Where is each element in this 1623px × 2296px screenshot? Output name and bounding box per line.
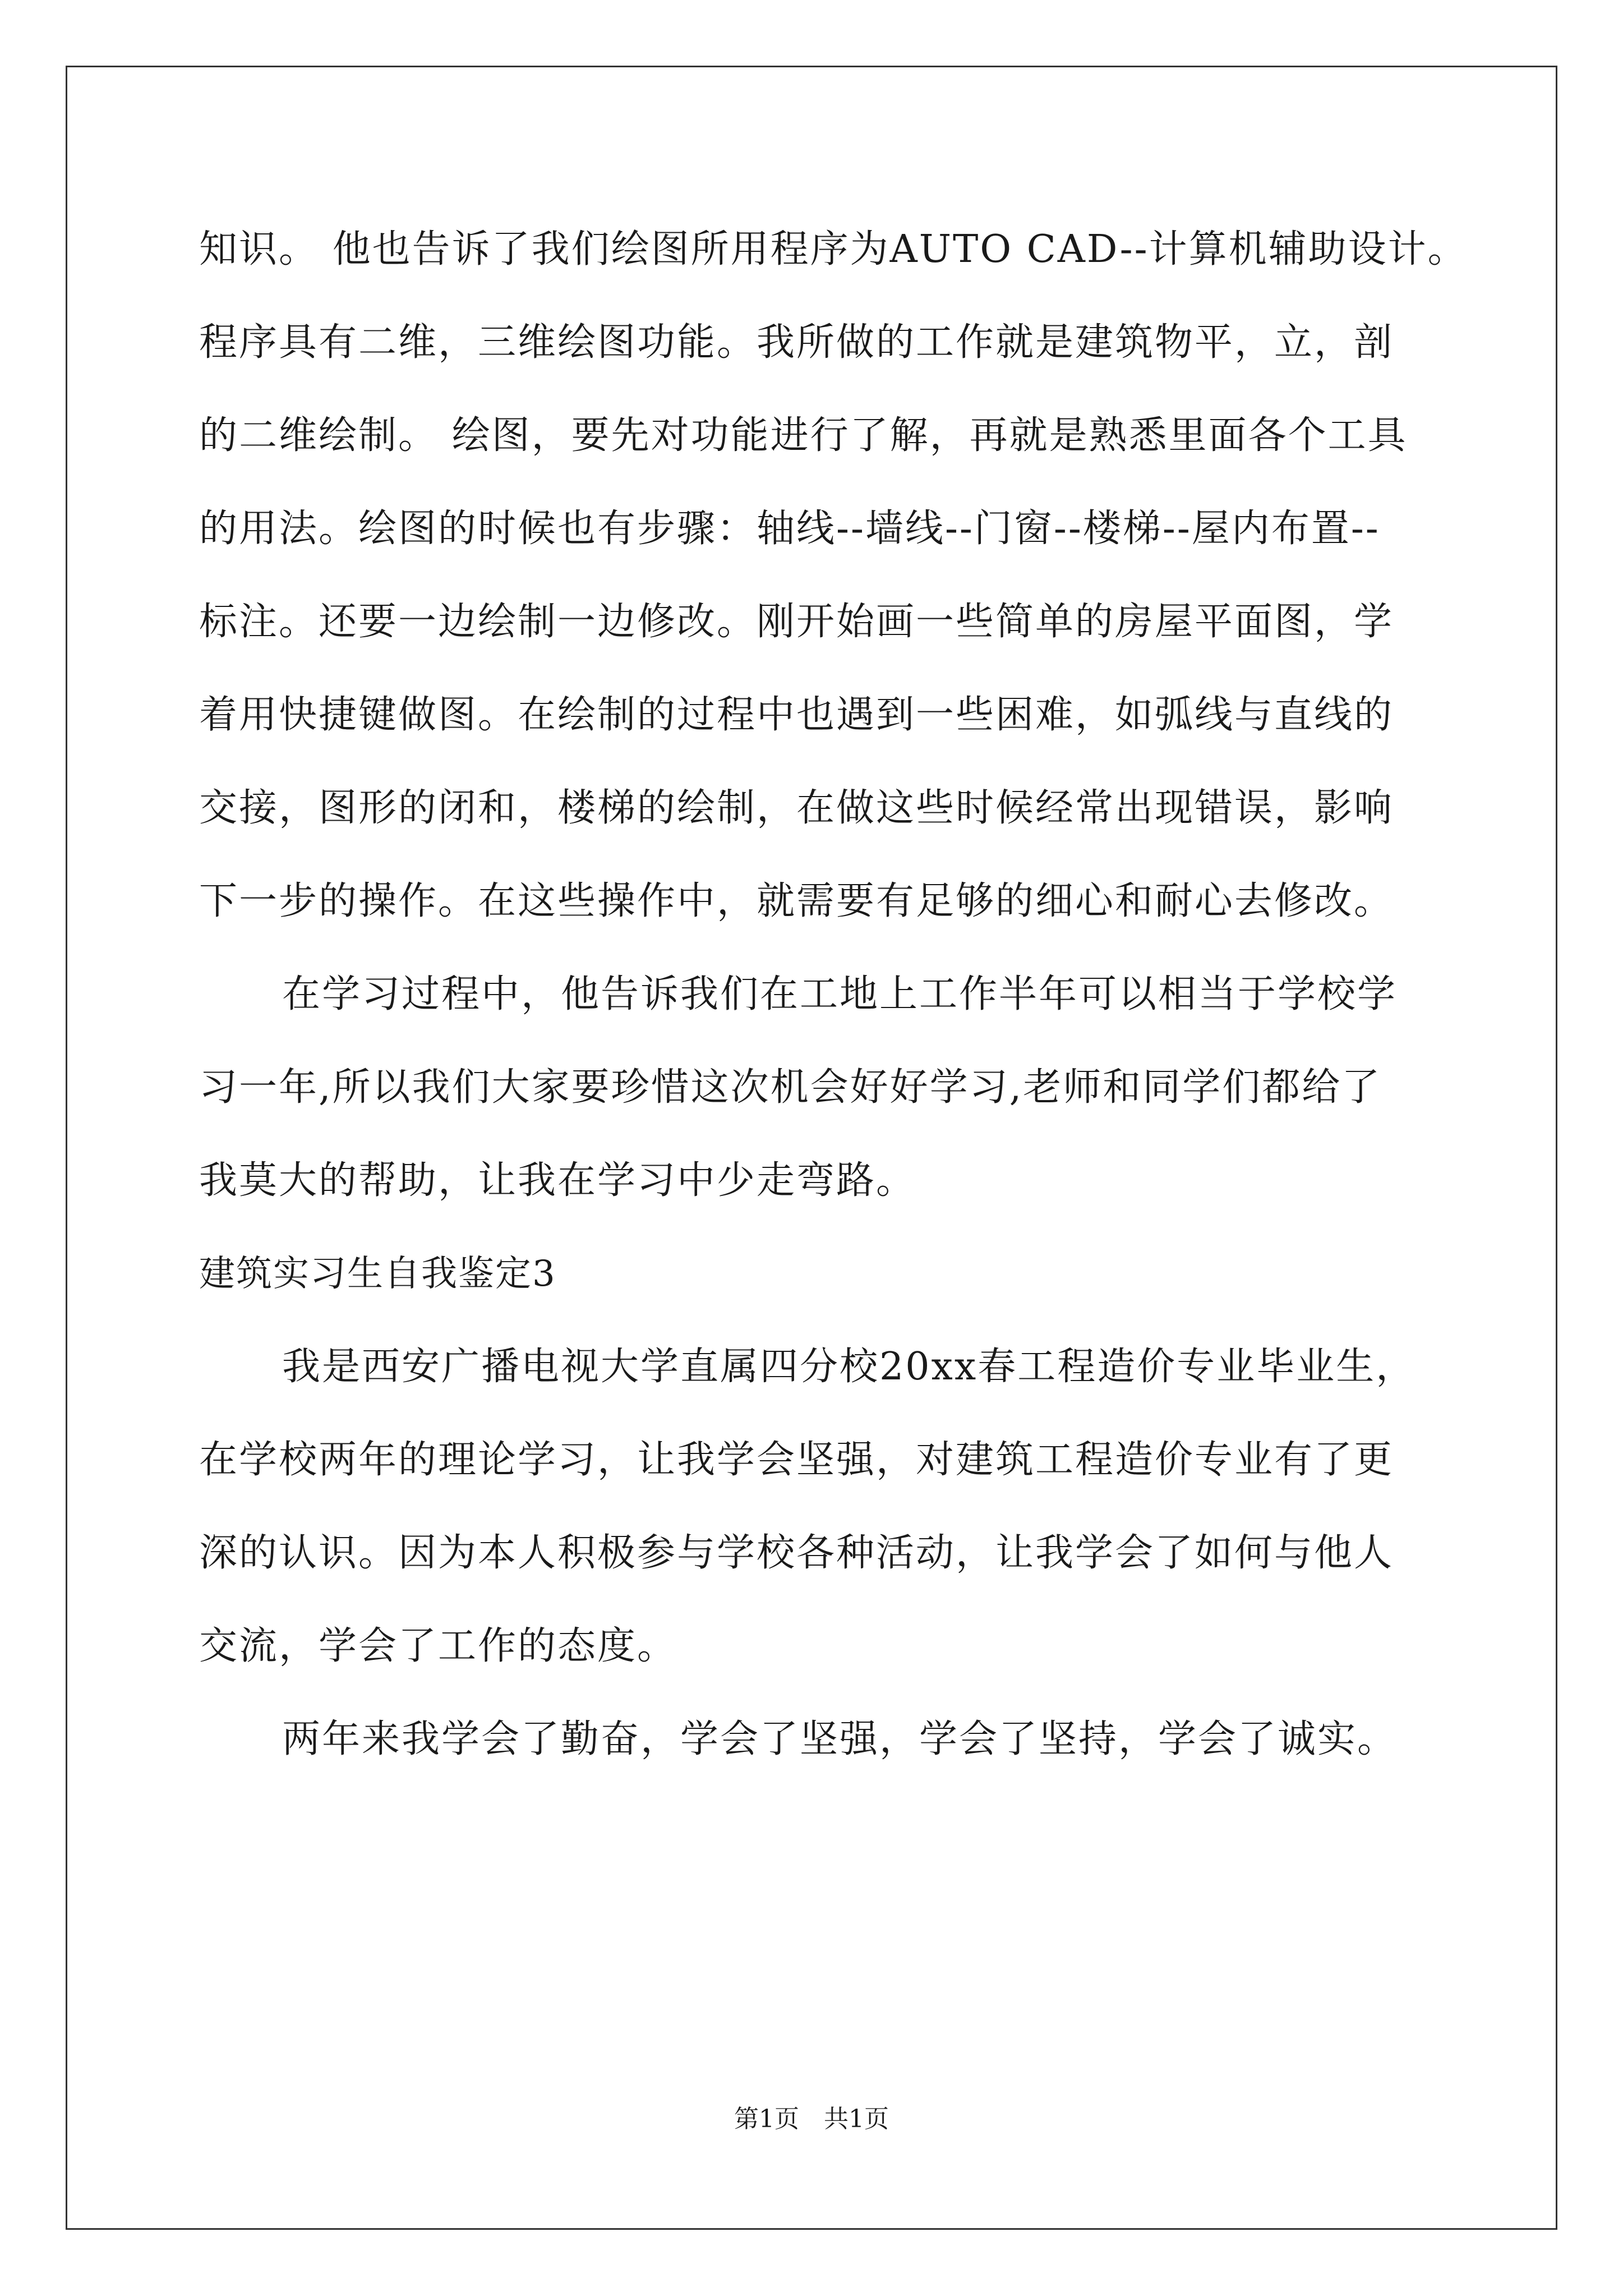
page-border [66, 66, 1557, 2230]
paragraph-line: 在学习过程中，他告诉我们在工地上工作半年可以相当于学校学 [282, 972, 1398, 1016]
paragraph-line: 习一年,所以我们大家要珍惜这次机会好好学习,老师和同学们都给了 [199, 1065, 1382, 1110]
paragraph-line: 交接，图形的闭和，楼梯的绘制，在做这些时候经常出现错误，影响 [199, 786, 1394, 830]
paragraph-line: 程序具有二维，三维绘图功能。我所做的工作就是建筑物平，立，剖 [199, 320, 1394, 365]
paragraph-line: 标注。还要一边绘制一边修改。刚开始画一些简单的房屋平面图，学 [199, 600, 1394, 644]
paragraph-line: 下一步的操作。在这些操作中，就需要有足够的细心和耐心去修改。 [199, 879, 1394, 923]
paragraph-line: 的二维绘制。 绘图，要先对功能进行了解，再就是熟悉里面各个工具 [199, 413, 1408, 458]
paragraph-line: 的用法。绘图的时候也有步骤：轴线--墙线--门窗--楼梯--屋内布置-- [199, 507, 1380, 551]
paragraph-line: 在学校两年的理论学习，让我学会坚强，对建筑工程造价专业有了更 [199, 1438, 1394, 1482]
page-number-footer: 第1页 共1页 [734, 2105, 889, 2133]
section-heading: 建筑实习生自我鉴定3 [199, 1253, 556, 1295]
paragraph-line: 深的认识。因为本人积极参与学校各种活动，让我学会了如何与他人 [199, 1531, 1394, 1575]
paragraph-line: 我莫大的帮助，让我在学习中少走弯路。 [199, 1158, 916, 1203]
paragraph-line: 着用快捷键做图。在绘制的过程中也遇到一些困难，如弧线与直线的 [199, 693, 1394, 737]
paragraph-line: 两年来我学会了勤奋，学会了坚强，学会了坚持，学会了诚实。 [282, 1717, 1398, 1761]
paragraph-line: 我是西安广播电视大学直属四分校20xx春工程造价专业毕业生， [282, 1345, 1416, 1389]
paragraph-line: 知识。 他也告诉了我们绘图所用程序为AUTO CAD--计算机辅助设计。 [199, 227, 1468, 272]
paragraph-line: 交流，学会了工作的态度。 [199, 1624, 677, 1668]
